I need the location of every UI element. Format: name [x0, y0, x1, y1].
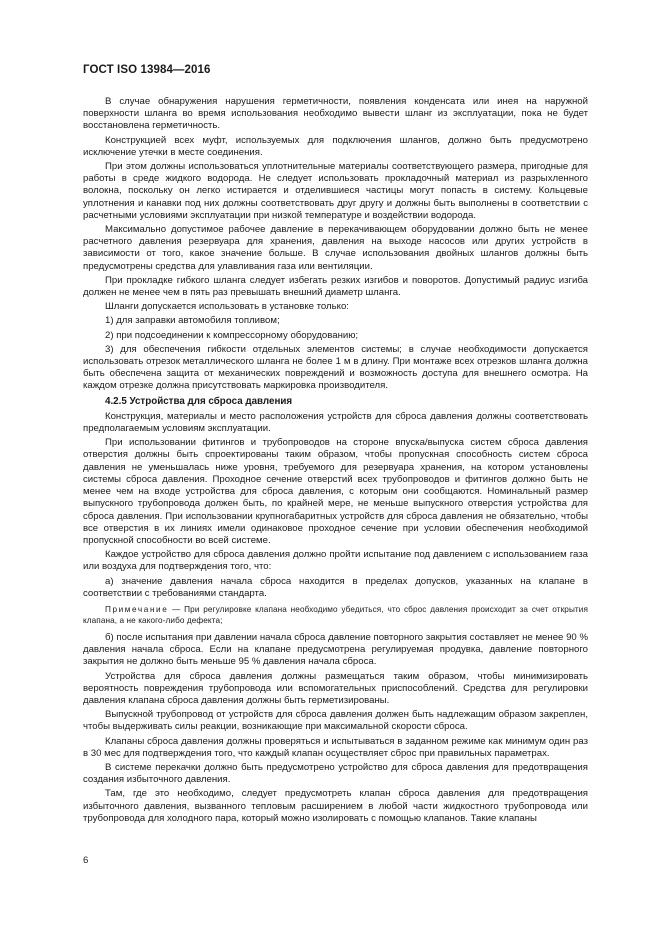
- section-heading: 4.2.5 Устройства для сброса давления: [105, 395, 293, 407]
- list-item: 1) для заправки автомобиля топливом;: [105, 315, 280, 327]
- list-item: 3) для обеспечения гибкости отдельных элементов системы; в случае необходимости допускается использовать отрезок металлического шланга не более 1 м в длину. При монтаже всех отрезков шланга должна быть обеспечена защита от механических повреждений и возможность доступа для внешнего осмотра. На каждом отрезке должна присутствовать маркировка производителя.: [83, 343, 588, 392]
- paragraph: В системе перекачки должно быть предусмотрено устройство для сброса давления для предотвращения создания избыточного давления.: [83, 761, 588, 786]
- paragraph: Выпускной трубопровод от устройств для сброса давления должен быть надлежащим образом закреплен, чтобы выдерживать силы реакции, возникающие при максимальной скорости сброса.: [83, 709, 588, 733]
- document-header: ГОСТ ISO 13984—2016: [83, 64, 211, 76]
- paragraph: Максимально допустимое рабочее давление в перекачивающем оборудовании должно быть не менее расчетного давления резервуара для хранения, давления на выходе насосов или других устройств в зависимости от того, какое значение больше. В случае использования двойных шлангов должны быть предусмотрены средства для улавливания газа или вентиляции.: [83, 224, 588, 272]
- paragraph: Конструкция, материалы и место расположения устройств для сброса давления должны соответствовать предполагаемым условиям эксплуатации.: [83, 410, 588, 435]
- page-number: 6: [83, 855, 89, 866]
- paragraph: Клапаны сброса давления должны проверяться и испытываться в заданном режиме как минимум один раз в 30 мес для подтверждения того, что каждый клапан осуществляет сброс при правильных параметрах.: [83, 735, 588, 759]
- note-label: Примечание: [105, 604, 169, 614]
- paragraph: Каждое устройство для сброса давления должно пройти испытание под давлением с использованием газа или воздуха для подтверждения того, что:: [83, 549, 588, 573]
- paragraph: Там, где это необходимо, следует предусмотреть клапан сброса давления для предотвращения избыточного давления, вызванного тепловым расширением в любой части жидкостного трубопровода или трубопровода для холодного пара, который можно изолировать с помощью клапанов. Такие клапаны: [83, 788, 588, 824]
- paragraph: При использовании фитингов и трубопроводов на стороне впуска/выпуска систем сброса давления отверстия должны быть спроектированы таким образом, чтобы пропускная способность систем сброса давления не уменьшалась ниже уровня, требуемого для резервуара хранения, на котором установлены системы сброса давления. Проходное сечение отверстий всех трубопроводов и фитингов должно быть не менее чем на входе устройства для сброса давления, с которым они сообщаются. Номинальный размер выпускного трубопровода должен быть, по крайней мере, не меньше выпускного отверстия устройства для сброса давления. При использовании крупногабаритных устройств для сброса давления не обязательно, чтобы все отверстия в их линиях имели одинаковое проходное сечение при условии обеспечения необходимой пропускной способности во всей системе.: [83, 437, 588, 546]
- list-item: а) значение давления начала сброса находится в пределах допусков, указанных на клапане в соответствии с требованиями стандарта.: [83, 575, 588, 599]
- paragraph: При прокладке гибкого шланга следует избегать резких изгибов и поворотов. Допустимый радиус изгиба должен не менее чем в пять раз превышать внешний диаметр шланга.: [83, 274, 588, 299]
- paragraph: Шланги допускается использовать в установке только:: [105, 301, 349, 313]
- note-text: — При регулировке клапана необходимо убедиться, что сброс давления происходит за счет открытия клапана, а не какого-либо дефекта;: [83, 604, 588, 625]
- paragraph: Конструкцией всех муфт, используемых для подключения шлангов, должно быть предусмотрено исключение утечки в месте соединения.: [83, 134, 588, 158]
- paragraph: При этом должны использоваться уплотнительные материалы соответствующего размера, пригодные для работы в среде жидкого водорода. Не следует использовать прокладочный материал из разрыхленного волокна, поскольку он легко истирается и отделившиеся частицы могут попасть в систему. Кольцевые уплотнения и канавки под них должны соответствовать друг другу и должны быть выполнены в соответствии с расчетными условиями эксплуатации при низкой температуре и воздействии водорода.: [83, 161, 588, 221]
- note: [83, 604, 588, 626]
- paragraph: В случае обнаружения нарушения герметичности, появления конденсата или инея на наружной поверхности шланга во время использования необходимо вывести шланг из эксплуатации, пока не будет восстановлена герметичность.: [83, 96, 588, 132]
- paragraph: Устройства для сброса давления должны размещаться таким образом, чтобы минимизировать вероятность повреждения трубопровода или вспомогательных приспособлений. Средства для регулировки давления клапана сброса давления должны быть герметизированы.: [83, 670, 588, 706]
- list-item: 2) при подсоединении к компрессорному оборудованию;: [105, 329, 359, 341]
- document-body: [83, 96, 588, 827]
- list-item: б) после испытания при давлении начала сброса давление повторного закрытия составляет не менее 90 % давления начала сброса. Если на клапане предусмотрена регулируемая продувка, давление повторного закрытия не должно быть меньше 95 % давления начала сброса.: [83, 631, 588, 668]
